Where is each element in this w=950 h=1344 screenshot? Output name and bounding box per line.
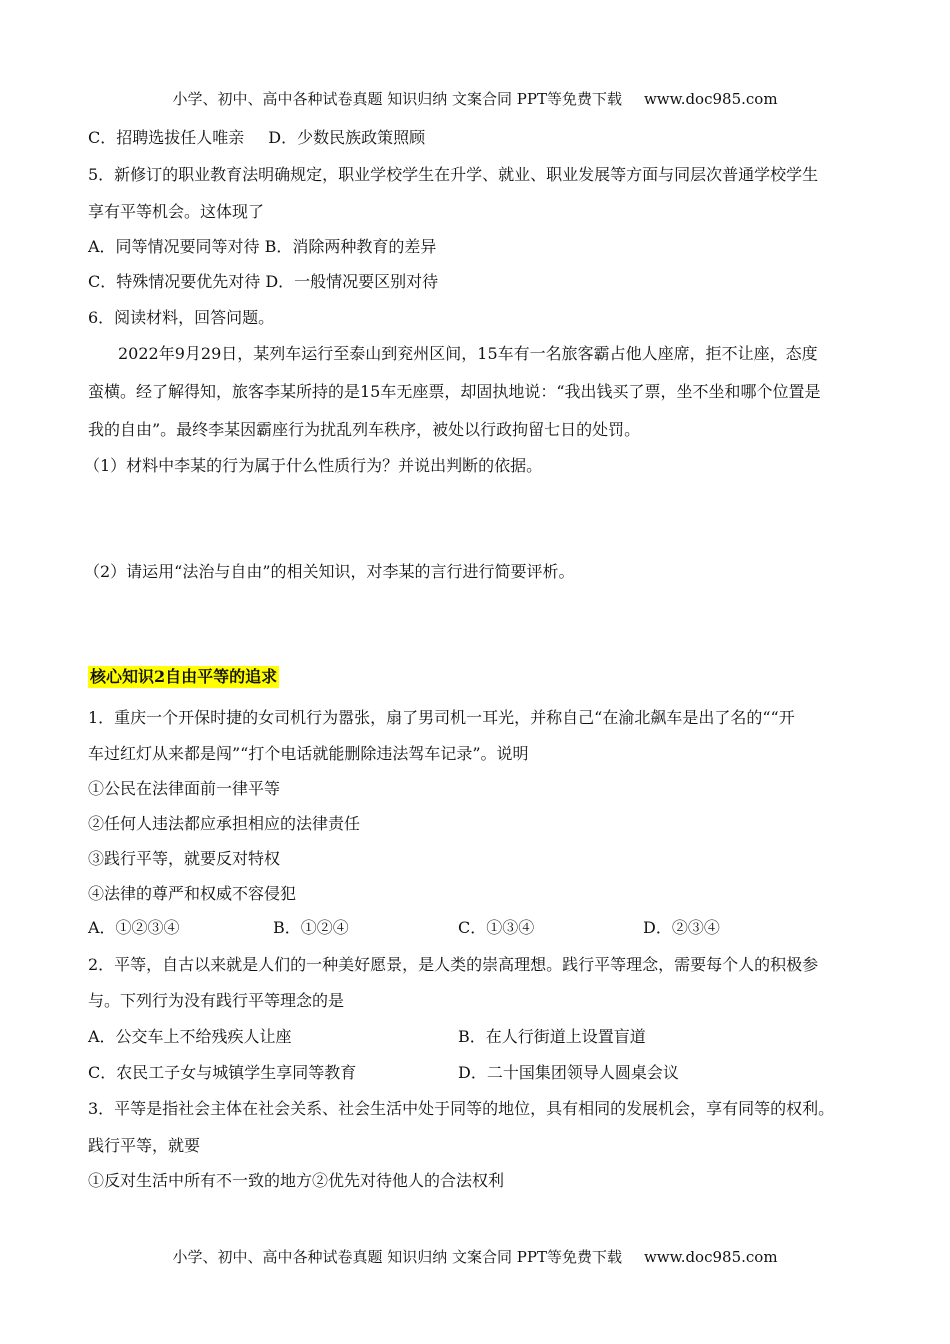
- q6-subquestion-2: （2）请运用“法治与自由”的相关知识，对李某的言行进行简要评析。: [84, 562, 575, 581]
- q6-stem: 6．阅读材料，回答问题。: [88, 308, 275, 327]
- s2q2-stem-line2: 与。下列行为没有践行平等理念的是: [88, 991, 345, 1010]
- header-url[interactable]: www.doc985.com: [643, 90, 778, 108]
- header-text: 小学、初中、高中各种试卷真题 知识归纳 文案合同 PPT等免费下载: [172, 90, 622, 108]
- s2q2-options-row1: [88, 1026, 868, 1048]
- s2q1-stem-line1: 1．重庆一个开保时捷的女司机行为嚣张，扇了男司机一耳光，并称自己“在渝北飙车是出了名的““开: [88, 708, 795, 727]
- s2q1-item-4: ④法律的尊严和权威不容侵犯: [88, 884, 297, 903]
- s2q1-option-b: B．①②④: [273, 918, 349, 937]
- s2q3-stem-line2: 践行平等，就要: [88, 1136, 201, 1155]
- s2q2-option-d: D．二十国集团领导人圆桌会议: [458, 1063, 679, 1082]
- page-header: [0, 88, 950, 109]
- section-heading: 核心知识2自由平等的追求: [90, 667, 278, 686]
- q5-stem-line2: 享有平等机会。这体现了: [88, 202, 265, 221]
- footer-text: 小学、初中、高中各种试卷真题 知识归纳 文案合同 PPT等免费下载: [172, 1248, 622, 1266]
- s2q1-stem-line2: 车过红灯从来都是闯”“打个电话就能删除违法驾车记录”。说明: [88, 744, 529, 763]
- s2q3-items: ①反对生活中所有不一致的地方②优先对待他人的合法权利: [88, 1171, 505, 1190]
- s2q1-option-a: A．①②③④: [88, 918, 180, 937]
- s2q3-stem-line1: 3．平等是指社会主体在社会关系、社会生活中处于同等的地位，具有相同的发展机会，享有同等的权利。: [88, 1099, 835, 1118]
- q4-options-cd: [88, 127, 868, 149]
- q5-options-ab: A．同等情况要同等对待 B．消除两种教育的差异: [88, 237, 437, 256]
- s2q2-option-a: A．公交车上不给残疾人让座: [88, 1027, 292, 1046]
- s2q1-item-3: ③践行平等，就要反对特权: [88, 849, 281, 868]
- s2q1-option-c: C．①③④: [458, 918, 535, 937]
- q6-material-line1: 2022年9月29日，某列车运行至泰山到兖州区间，15车有一名旅客霸占他人座席，拒不让座，态度: [118, 344, 818, 363]
- s2q1-item-2: ②任何人违法都应承担相应的法律责任: [88, 814, 361, 833]
- page-footer: [0, 1246, 950, 1267]
- footer-url[interactable]: www.doc985.com: [643, 1248, 778, 1266]
- q6-material-line2: 蛮横。经了解得知，旅客李某所持的是15车无座票，却固执地说：“我出钱买了票，坐不坐和哪个位置是: [88, 382, 821, 401]
- q4-option-d: D．少数民族政策照顾: [268, 128, 426, 147]
- q5-stem-line1: 5．新修订的职业教育法明确规定，职业学校学生在升学、就业、职业发展等方面与同层次普通学校学生: [88, 165, 819, 184]
- s2q1-item-1: ①公民在法律面前一律平等: [88, 779, 281, 798]
- s2q2-option-b: B．在人行街道上设置盲道: [458, 1027, 646, 1046]
- q4-option-c: C．招聘选拔任人唯亲: [88, 128, 245, 147]
- s2q2-options-row2: [88, 1062, 868, 1084]
- s2q1-options: [88, 917, 868, 939]
- s2q2-option-c: C．农民工子女与城镇学生享同等教育: [88, 1063, 357, 1082]
- q6-subquestion-1: （1）材料中李某的行为属于什么性质行为？并说出判断的依据。: [84, 456, 543, 475]
- s2q1-option-d: D．②③④: [643, 918, 720, 937]
- q6-material-line3: 我的自由”。最终李某因霸座行为扰乱列车秩序，被处以行政拘留七日的处罚。: [88, 420, 641, 439]
- s2q2-stem-line1: 2．平等，自古以来就是人们的一种美好愿景，是人类的崇高理想。践行平等理念，需要每个人的积极参: [88, 955, 819, 974]
- q5-options-cd: C．特殊情况要优先对待 D．一般情况要区别对待: [88, 272, 439, 291]
